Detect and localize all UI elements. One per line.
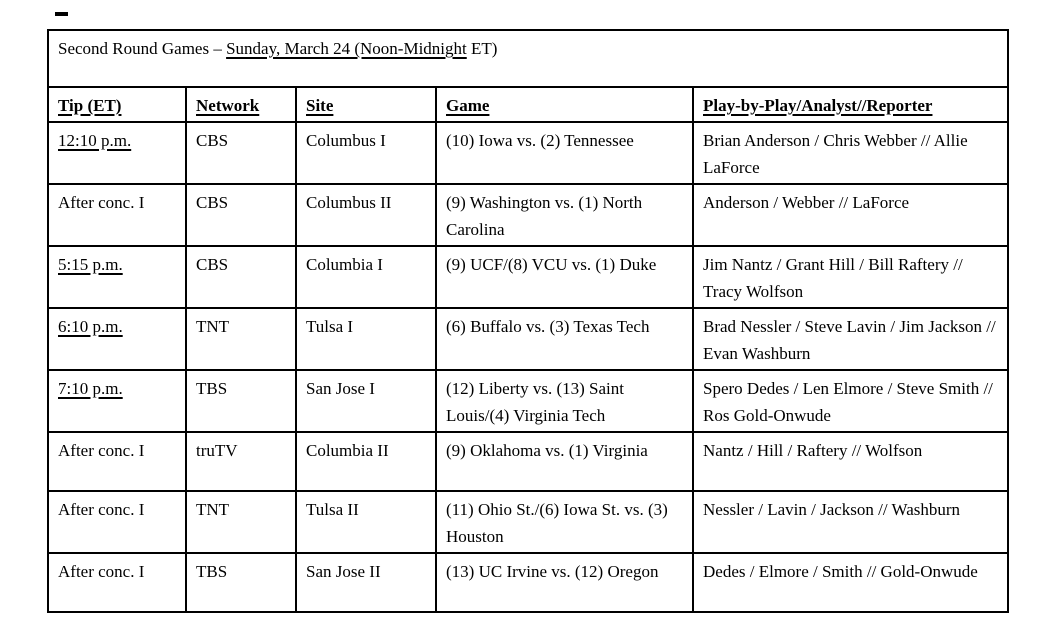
schedule-row [48,553,1008,612]
cell-tip [48,246,186,308]
table-title [48,30,1008,87]
cell-crew [693,432,1008,491]
column-header-site-label: Site [306,96,334,115]
cell-crew [693,122,1008,184]
game-matchup: (9) Oklahoma vs. (1) Virginia [446,441,648,460]
table-title-underlined: Sunday, March 24 (Noon-Midnight [226,39,467,58]
cell-crew [693,370,1008,432]
schedule-body [48,122,1008,612]
cell-site [296,122,436,184]
network-name: TNT [196,500,230,519]
network-name: CBS [196,193,229,212]
game-matchup: (9) UCF/(8) VCU vs. (1) Duke [446,255,657,274]
cell-network [186,308,296,370]
tip-time: 6:10 p.m. [58,317,123,336]
cell-crew [693,491,1008,553]
cell-tip [48,308,186,370]
game-matchup: (11) Ohio St./(6) Iowa St. vs. (3) Houston [446,500,668,546]
column-header-crew-label: Play-by-Play/Analyst//Reporter [703,96,933,115]
site-name: Columbus I [306,131,386,150]
cell-tip [48,553,186,612]
column-header-game-label: Game [446,96,490,115]
game-matchup: (12) Liberty vs. (13) Saint Louis/(4) Virginia Tech [446,379,624,425]
game-matchup: (6) Buffalo vs. (3) Texas Tech [446,317,650,336]
broadcast-crew: Spero Dedes / Len Elmore / Steve Smith // Ros Gold-Onwude [703,379,993,425]
cell-crew [693,308,1008,370]
cell-game [436,246,693,308]
cell-network [186,553,296,612]
site-name: San Jose II [306,562,381,581]
broadcast-crew: Brian Anderson / Chris Webber // Allie LaForce [703,131,968,177]
column-header-tip [48,87,186,122]
column-header-site [296,87,436,122]
cell-site [296,553,436,612]
cell-network [186,432,296,491]
network-name: TBS [196,562,228,581]
page-dash-mark [55,12,68,16]
network-name: TBS [196,379,228,398]
schedule-row [48,308,1008,370]
broadcast-crew: Brad Nessler / Steve Lavin / Jim Jackson // Evan Washburn [703,317,996,363]
cell-game [436,122,693,184]
site-name: Columbia I [306,255,383,274]
cell-site [296,491,436,553]
column-header-tip-label: Tip (ET) [58,96,122,115]
site-name: San Jose I [306,379,375,398]
cell-game [436,432,693,491]
cell-tip [48,491,186,553]
cell-network [186,370,296,432]
network-name: TNT [196,317,230,336]
cell-network [186,246,296,308]
tip-time: 7:10 p.m. [58,379,123,398]
cell-tip [48,370,186,432]
cell-game [436,491,693,553]
network-name: truTV [196,441,238,460]
tip-time: 5:15 p.m. [58,255,123,274]
broadcast-crew: Anderson / Webber // LaForce [703,193,910,212]
tip-time: After conc. I [58,500,145,519]
cell-site [296,246,436,308]
tip-time: After conc. I [58,193,145,212]
broadcast-crew: Nantz / Hill / Raftery // Wolfson [703,441,923,460]
broadcast-crew: Dedes / Elmore / Smith // Gold-Onwude [703,562,978,581]
cell-crew [693,246,1008,308]
network-name: CBS [196,255,229,274]
site-name: Tulsa II [306,500,359,519]
column-header-crew [693,87,1008,122]
cell-game [436,184,693,246]
cell-site [296,184,436,246]
schedule-row [48,491,1008,553]
tip-time: After conc. I [58,562,145,581]
cell-crew [693,184,1008,246]
cell-game [436,370,693,432]
schedule-row [48,246,1008,308]
title-row [48,30,1008,87]
schedule-row [48,122,1008,184]
column-header-game [436,87,693,122]
table-title-prefix: Second Round Games – [58,39,227,58]
broadcast-crew: Jim Nantz / Grant Hill / Bill Raftery // Tracy Wolfson [703,255,963,301]
schedule-row [48,432,1008,491]
cell-tip [48,184,186,246]
column-header-network [186,87,296,122]
game-matchup: (10) Iowa vs. (2) Tennessee [446,131,634,150]
cell-network [186,491,296,553]
site-name: Tulsa I [306,317,354,336]
game-matchup: (13) UC Irvine vs. (12) Oregon [446,562,659,581]
cell-site [296,370,436,432]
tip-time: After conc. I [58,441,145,460]
column-header-row [48,87,1008,122]
cell-game [436,308,693,370]
broadcast-crew: Nessler / Lavin / Jackson // Washburn [703,500,961,519]
cell-tip [48,122,186,184]
table-title-suffix: ET) [466,39,498,58]
cell-site [296,432,436,491]
cell-tip [48,432,186,491]
site-name: Columbia II [306,441,389,460]
cell-network [186,122,296,184]
cell-crew [693,553,1008,612]
site-name: Columbus II [306,193,392,212]
cell-network [186,184,296,246]
game-matchup: (9) Washington vs. (1) North Carolina [446,193,643,239]
column-header-network-label: Network [196,96,260,115]
tip-time: 12:10 p.m. [58,131,132,150]
schedule-row [48,370,1008,432]
cell-site [296,308,436,370]
cell-game [436,553,693,612]
schedule-table [47,29,1009,613]
schedule-row [48,184,1008,246]
network-name: CBS [196,131,229,150]
